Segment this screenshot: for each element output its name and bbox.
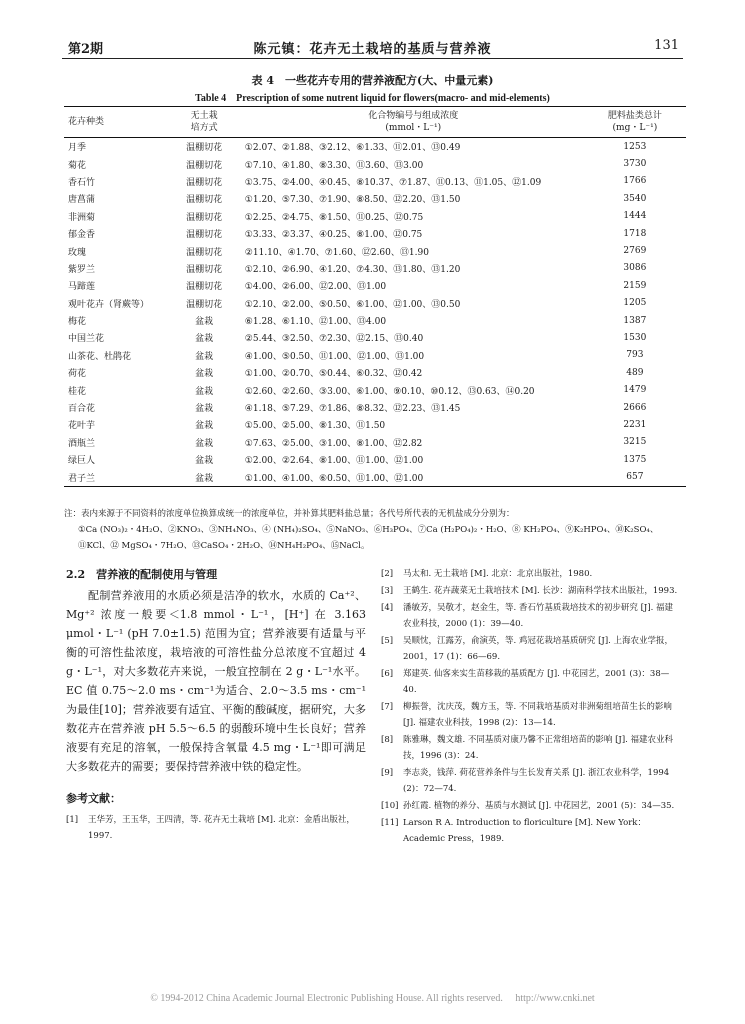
reference-number: [1] — [66, 815, 79, 825]
cell-cultivation-method: 温棚切花 — [186, 247, 223, 258]
cell-fertilizer-total: 3730 — [623, 159, 647, 170]
table-row — [64, 173, 686, 190]
cell-cultivation-method: 盆栽 — [195, 438, 214, 449]
references-list-right — [381, 566, 681, 847]
cell-compound-formula: ①1.00、②0.70、⑤0.44、⑥0.32、⑫0.42 — [244, 369, 423, 380]
reference-item — [381, 583, 681, 599]
table-row — [64, 416, 686, 433]
cell-cultivation-method: 盆栽 — [195, 386, 214, 397]
cell-compound-formula: ①1.00、④1.00、⑥0.50、⑪1.00、⑫1.00 — [244, 473, 424, 484]
table-row — [64, 381, 686, 398]
right-column — [381, 566, 681, 848]
cell-cultivation-method: 盆栽 — [195, 456, 214, 467]
cell-fertilizer-total: 793 — [626, 350, 644, 361]
cell-flower-type: 观叶花卉（肾蕨等） — [68, 299, 150, 310]
cell-compound-formula: ①2.07、②1.88、③2.12、⑥1.33、⑪2.01、⑬0.49 — [244, 143, 461, 154]
cell-fertilizer-total: 3540 — [623, 193, 647, 204]
cell-cultivation-method: 盆栽 — [195, 317, 214, 328]
reference-text: 吴顺忱，江露芳，俞演英，等. 鸡冠花栽培基质研究 [J]. 上海农业学报，2001，17 (1)：66—69. — [403, 636, 674, 662]
cell-fertilizer-total: 1375 — [623, 454, 647, 465]
cell-fertilizer-total: 3215 — [623, 437, 647, 448]
cell-cultivation-method: 温棚切花 — [186, 212, 223, 223]
page-number: 131 — [654, 38, 679, 53]
reference-item — [381, 732, 681, 764]
cell-fertilizer-total: 3086 — [623, 263, 647, 274]
header-method-line2: 培方式 — [190, 123, 218, 133]
cell-cultivation-method: 温棚切花 — [186, 264, 223, 275]
cell-flower-type: 菊花 — [68, 160, 87, 171]
reference-item — [381, 765, 681, 797]
reference-number: [3] — [381, 586, 394, 596]
reference-item — [381, 798, 681, 814]
table-row — [64, 155, 686, 172]
cell-fertilizer-total: 2231 — [623, 419, 647, 430]
cell-flower-type: 酒瓶兰 — [68, 438, 96, 449]
header-flower-type: 花卉种类 — [64, 107, 170, 138]
table-note-legend: ①Ca (NO₃)₂・4H₂O、②KNO₃、③NH₄NO₃、④ (NH₄)₂SO₄、⑤NaNO₃、⑥H₃PO₄、⑦Ca (H₂PO₄)₂・H₂O、⑧ KH₂PO₄、⑨K₂HPO₄、⑩K₂SO₄、⑪KCl、⑫ MgSO₄・7H₂O、⑬CaSO₄・2H₂O、⑭NH₄H₂PO₄、⑮NaCl。 — [78, 525, 659, 551]
cell-fertilizer-total: 2159 — [623, 280, 647, 291]
cell-flower-type: 香石竹 — [68, 177, 96, 188]
cell-cultivation-method: 盆栽 — [195, 369, 214, 380]
table-row — [64, 312, 686, 329]
cell-cultivation-method: 盆栽 — [195, 351, 214, 362]
reference-number: [2] — [381, 569, 394, 579]
cell-fertilizer-total: 1718 — [623, 228, 647, 239]
header-method-line1: 无土栽 — [190, 111, 218, 121]
cell-compound-formula: ①3.75、②4.00、④0.45、⑧10.37、⑦1.87、⑪0.13、⑪1.05、⑫1.09 — [244, 177, 542, 188]
cell-flower-type: 桂花 — [68, 386, 87, 397]
reference-item — [381, 600, 681, 632]
table-row — [64, 434, 686, 451]
reference-item — [381, 633, 681, 665]
cell-cultivation-method: 温棚切花 — [186, 195, 223, 206]
table-row — [64, 260, 686, 277]
references-heading: 参考文献： — [66, 792, 121, 805]
cell-compound-formula: ①3.33、②3.37、④0.25、⑧1.00、⑫0.75 — [244, 230, 423, 241]
cell-compound-formula: ①4.00、②6.00、⑫2.00、⑬1.00 — [244, 282, 387, 293]
table-row — [64, 329, 686, 346]
reference-item — [381, 699, 681, 731]
table-row — [64, 295, 686, 312]
header-cultivation-method — [170, 107, 239, 138]
cell-fertilizer-total: 1253 — [623, 141, 647, 152]
cell-fertilizer-total: 489 — [626, 367, 644, 378]
cell-cultivation-method: 温棚切花 — [186, 160, 223, 171]
cell-flower-type: 梅花 — [68, 317, 87, 328]
cell-cultivation-method: 盆栽 — [195, 421, 214, 432]
table-row — [64, 399, 686, 416]
reference-text: 柳振誉，沈庆茂，魏方玉，等. 不同栽培基质对非洲菊组培苗生长的影响 [J]. 福建农业科技，1998 (2)：13—14. — [403, 702, 672, 728]
cell-compound-formula: ①2.10、②6.90、④1.20、⑦4.30、⑬1.80、⑬1.20 — [244, 264, 461, 275]
cell-flower-type: 百合花 — [68, 404, 96, 415]
table-row — [64, 347, 686, 364]
table-caption-english: Table 4 Prescription of some nutrent liquid for flowers(macro- and mid-elements) — [195, 93, 550, 104]
cell-compound-formula: ①2.00、②2.64、⑧1.00、⑪1.00、⑫1.00 — [244, 456, 424, 467]
copyright-footer: © 1994-2012 China Academic Journal Electronic Publishing House. All rights reserved. http://www.cnki.net — [150, 993, 595, 1004]
table-row — [64, 138, 686, 156]
left-column — [66, 566, 366, 845]
cell-flower-type: 郁金香 — [68, 230, 96, 241]
cell-cultivation-method: 盆栽 — [195, 334, 214, 345]
cell-flower-type: 玫瑰 — [68, 247, 87, 258]
cell-cultivation-method: 温棚切花 — [186, 299, 223, 310]
reference-text: 王鹤生. 花卉蔬菜无土栽培技术 [M]. 长沙：湖南科学技术出版社，1993. — [403, 586, 678, 596]
table-row — [64, 225, 686, 242]
reference-number: [6] — [381, 669, 394, 679]
issue-number: 第2期 — [68, 42, 104, 57]
reference-item — [381, 666, 681, 698]
running-title: 陈元镇：花卉无土栽培的基质与营养液 — [253, 42, 492, 57]
page-header — [62, 36, 683, 59]
table-row — [64, 451, 686, 468]
cell-cultivation-method: 盆栽 — [195, 473, 214, 484]
cell-compound-formula: ①5.00、②5.00、⑧1.30、⑪1.50 — [244, 421, 386, 432]
reference-text: 孙红霞. 植物的养分、基质与水测试 [J]. 中花园艺，2001 (5)：34—35. — [403, 801, 675, 811]
nutrient-formula-table — [64, 106, 686, 487]
cell-cultivation-method: 温棚切花 — [186, 230, 223, 241]
table-body — [64, 138, 686, 487]
reference-item — [66, 812, 366, 844]
cell-fertilizer-total: 1444 — [623, 211, 647, 222]
reference-number: [11] — [381, 818, 399, 828]
cell-compound-formula: ②5.44、③2.50、⑦2.30、⑫2.15、⑬0.40 — [244, 334, 424, 345]
reference-number: [10] — [381, 801, 399, 811]
cell-cultivation-method: 温棚切花 — [186, 177, 223, 188]
reference-number: [9] — [381, 768, 394, 778]
cell-flower-type: 荷花 — [68, 369, 87, 380]
cell-flower-type: 唐菖蒲 — [68, 195, 96, 206]
cell-flower-type: 月季 — [68, 143, 87, 154]
reference-text: 陈雅琳，魏文雄. 不同基质对康乃馨不正常组培苗的影响 [J]. 福建农业科技，1996 (3)：24. — [403, 735, 674, 761]
reference-number: [7] — [381, 702, 394, 712]
cell-compound-formula: ①1.20、⑤7.30、⑦1.90、⑧8.50、⑫2.20、⑬1.50 — [244, 195, 461, 206]
cell-compound-formula: ④1.18、⑤7.29、⑦1.86、⑧8.32、⑫2.23、⑬1.45 — [244, 404, 461, 415]
cell-compound-formula: ①2.60、②2.60、③3.00、⑥1.00、⑨0.10、⑩0.12、⑬0.63、⑭0.20 — [244, 386, 535, 397]
section-heading: 2.2 营养液的配制使用与管理 — [66, 568, 218, 581]
header-fertilizer-total — [584, 107, 686, 138]
cell-compound-formula: ①2.10、②2.00、⑤0.50、⑥1.00、⑫1.00、⑬0.50 — [244, 299, 461, 310]
table-note-line1: 注：表内来源于不同资料的浓度单位换算成统一的浓度单位，并补算其肥料盐总量；各代号所代表的无机盐成分分别为： — [64, 509, 515, 519]
cell-flower-type: 中国兰花 — [68, 334, 105, 345]
cell-flower-type: 非洲菊 — [68, 212, 96, 223]
cell-fertilizer-total: 2666 — [623, 402, 647, 413]
references-list-left — [66, 812, 366, 844]
table-note — [64, 506, 686, 554]
cell-compound-formula: ④1.00、⑤0.50、⑪1.00、⑫1.00、⑬1.00 — [244, 351, 425, 362]
cell-fertilizer-total: 1479 — [623, 385, 647, 396]
reference-number: [4] — [381, 603, 394, 613]
table-row — [64, 242, 686, 259]
reference-text: 王华芳，王玉华，王四清，等. 花卉无土栽培 [M]. 北京：金盾出版社，1997. — [88, 815, 355, 841]
reference-number: [8] — [381, 735, 394, 745]
header-formula-line2: (mmol・L⁻¹) — [385, 123, 442, 133]
cell-flower-type: 山茶花、杜鹃花 — [68, 351, 132, 362]
table-row — [64, 277, 686, 294]
reference-text: 马太和. 无土栽培 [M]. 北京：北京出版社，1980. — [403, 569, 593, 579]
cell-flower-type: 花叶芋 — [68, 421, 96, 432]
cell-fertilizer-total: 1530 — [623, 332, 647, 343]
cell-fertilizer-total: 1205 — [623, 298, 647, 309]
cell-flower-type: 马蹄莲 — [68, 282, 96, 293]
header-compound-concentration — [239, 107, 584, 138]
cell-fertilizer-total: 1387 — [623, 315, 647, 326]
cell-cultivation-method: 温棚切花 — [186, 282, 223, 293]
reference-item — [381, 815, 681, 847]
reference-number: [5] — [381, 636, 394, 646]
cell-flower-type: 君子兰 — [68, 473, 96, 484]
cell-compound-formula: ⑥1.28、⑥1.10、⑫1.00、⑬4.00 — [244, 317, 387, 328]
reference-text: 郑建英. 仙客来实生苗移栽的基质配方 [J]. 中花园艺，2001 (3)：38—40. — [403, 669, 670, 695]
reference-text: 李志炎，钱萍. 荷花营养条件与生长发育关系 [J]. 浙江农业科学，1994 (2)：72—74. — [403, 768, 670, 794]
cell-compound-formula: ①2.25、②4.75、⑧1.50、⑪0.25、⑫0.75 — [244, 212, 424, 223]
cell-compound-formula: ①7.63、②5.00、③1.00、⑧1.00、⑫2.82 — [244, 438, 423, 449]
table-caption-chinese: 表 4 一些花卉专用的营养液配方(大、中量元素) — [251, 74, 494, 87]
table-row — [64, 468, 686, 486]
table-row — [64, 364, 686, 381]
table-header-row — [64, 107, 686, 138]
table-row — [64, 190, 686, 207]
header-formula-line1: 化合物编号与组成浓度 — [368, 111, 459, 121]
header-total-line2: (mg・L⁻¹) — [612, 123, 658, 133]
cell-fertilizer-total: 1766 — [623, 176, 647, 187]
cell-flower-type: 绿巨人 — [68, 456, 96, 467]
cell-fertilizer-total: 2769 — [623, 246, 647, 257]
cell-cultivation-method: 温棚切花 — [186, 143, 223, 154]
table-row — [64, 208, 686, 225]
reference-text: 潘敏芳，吴敬才，赵金生，等. 香石竹基质栽培技术的初步研究 [J]. 福建农业科技，2000 (1)：39—40. — [403, 603, 674, 629]
cell-fertilizer-total: 657 — [626, 472, 644, 483]
section-paragraph: 配制营养液用的水质必须是洁净的软水，水质的 Ca⁺²、Mg⁺² 浓度一般要＜1.8 mmol・L⁻¹，[H⁺] 在 3.163 μmol・L⁻¹ (pH 7.0±1.5) 范围为宜；营养液要有适量与平衡的可溶性盐浓度，栽培液的可溶性盐分总浓度不宜超过 4 g・L⁻¹，对大多数花卉来说，一般宜控制在 2 g・L⁻¹水平。EC 值 0.75～2.0 ms・cm⁻¹为适合、2.0～3.5 ms・cm⁻¹为最佳[10]；营养液要有适宜、平衡的酸碱度，据研究，大多数花卉在营养液 pH 5.5～6.5 的弱酸环境中生长良好；营养液要有充足的溶氧，一般保持含氧量 4.5 mg・L⁻¹即可满足大多数花卉的需要；要保持营养液中铁的稳定性。 — [66, 589, 366, 773]
header-total-line1: 肥料盐类总计 — [607, 111, 662, 121]
cell-cultivation-method: 盆栽 — [195, 404, 214, 415]
reference-item — [381, 566, 681, 582]
cell-flower-type: 紫罗兰 — [68, 264, 96, 275]
cell-compound-formula: ②11.10、④1.70、⑦1.60、⑫2.60、⑬1.90 — [244, 247, 429, 258]
cell-compound-formula: ①7.10、④1.80、⑧3.30、⑪3.60、⑬3.00 — [244, 160, 424, 171]
reference-text: Larson R A. Introduction to floriculture [M]. New York：Academic Press，1989. — [403, 818, 646, 844]
